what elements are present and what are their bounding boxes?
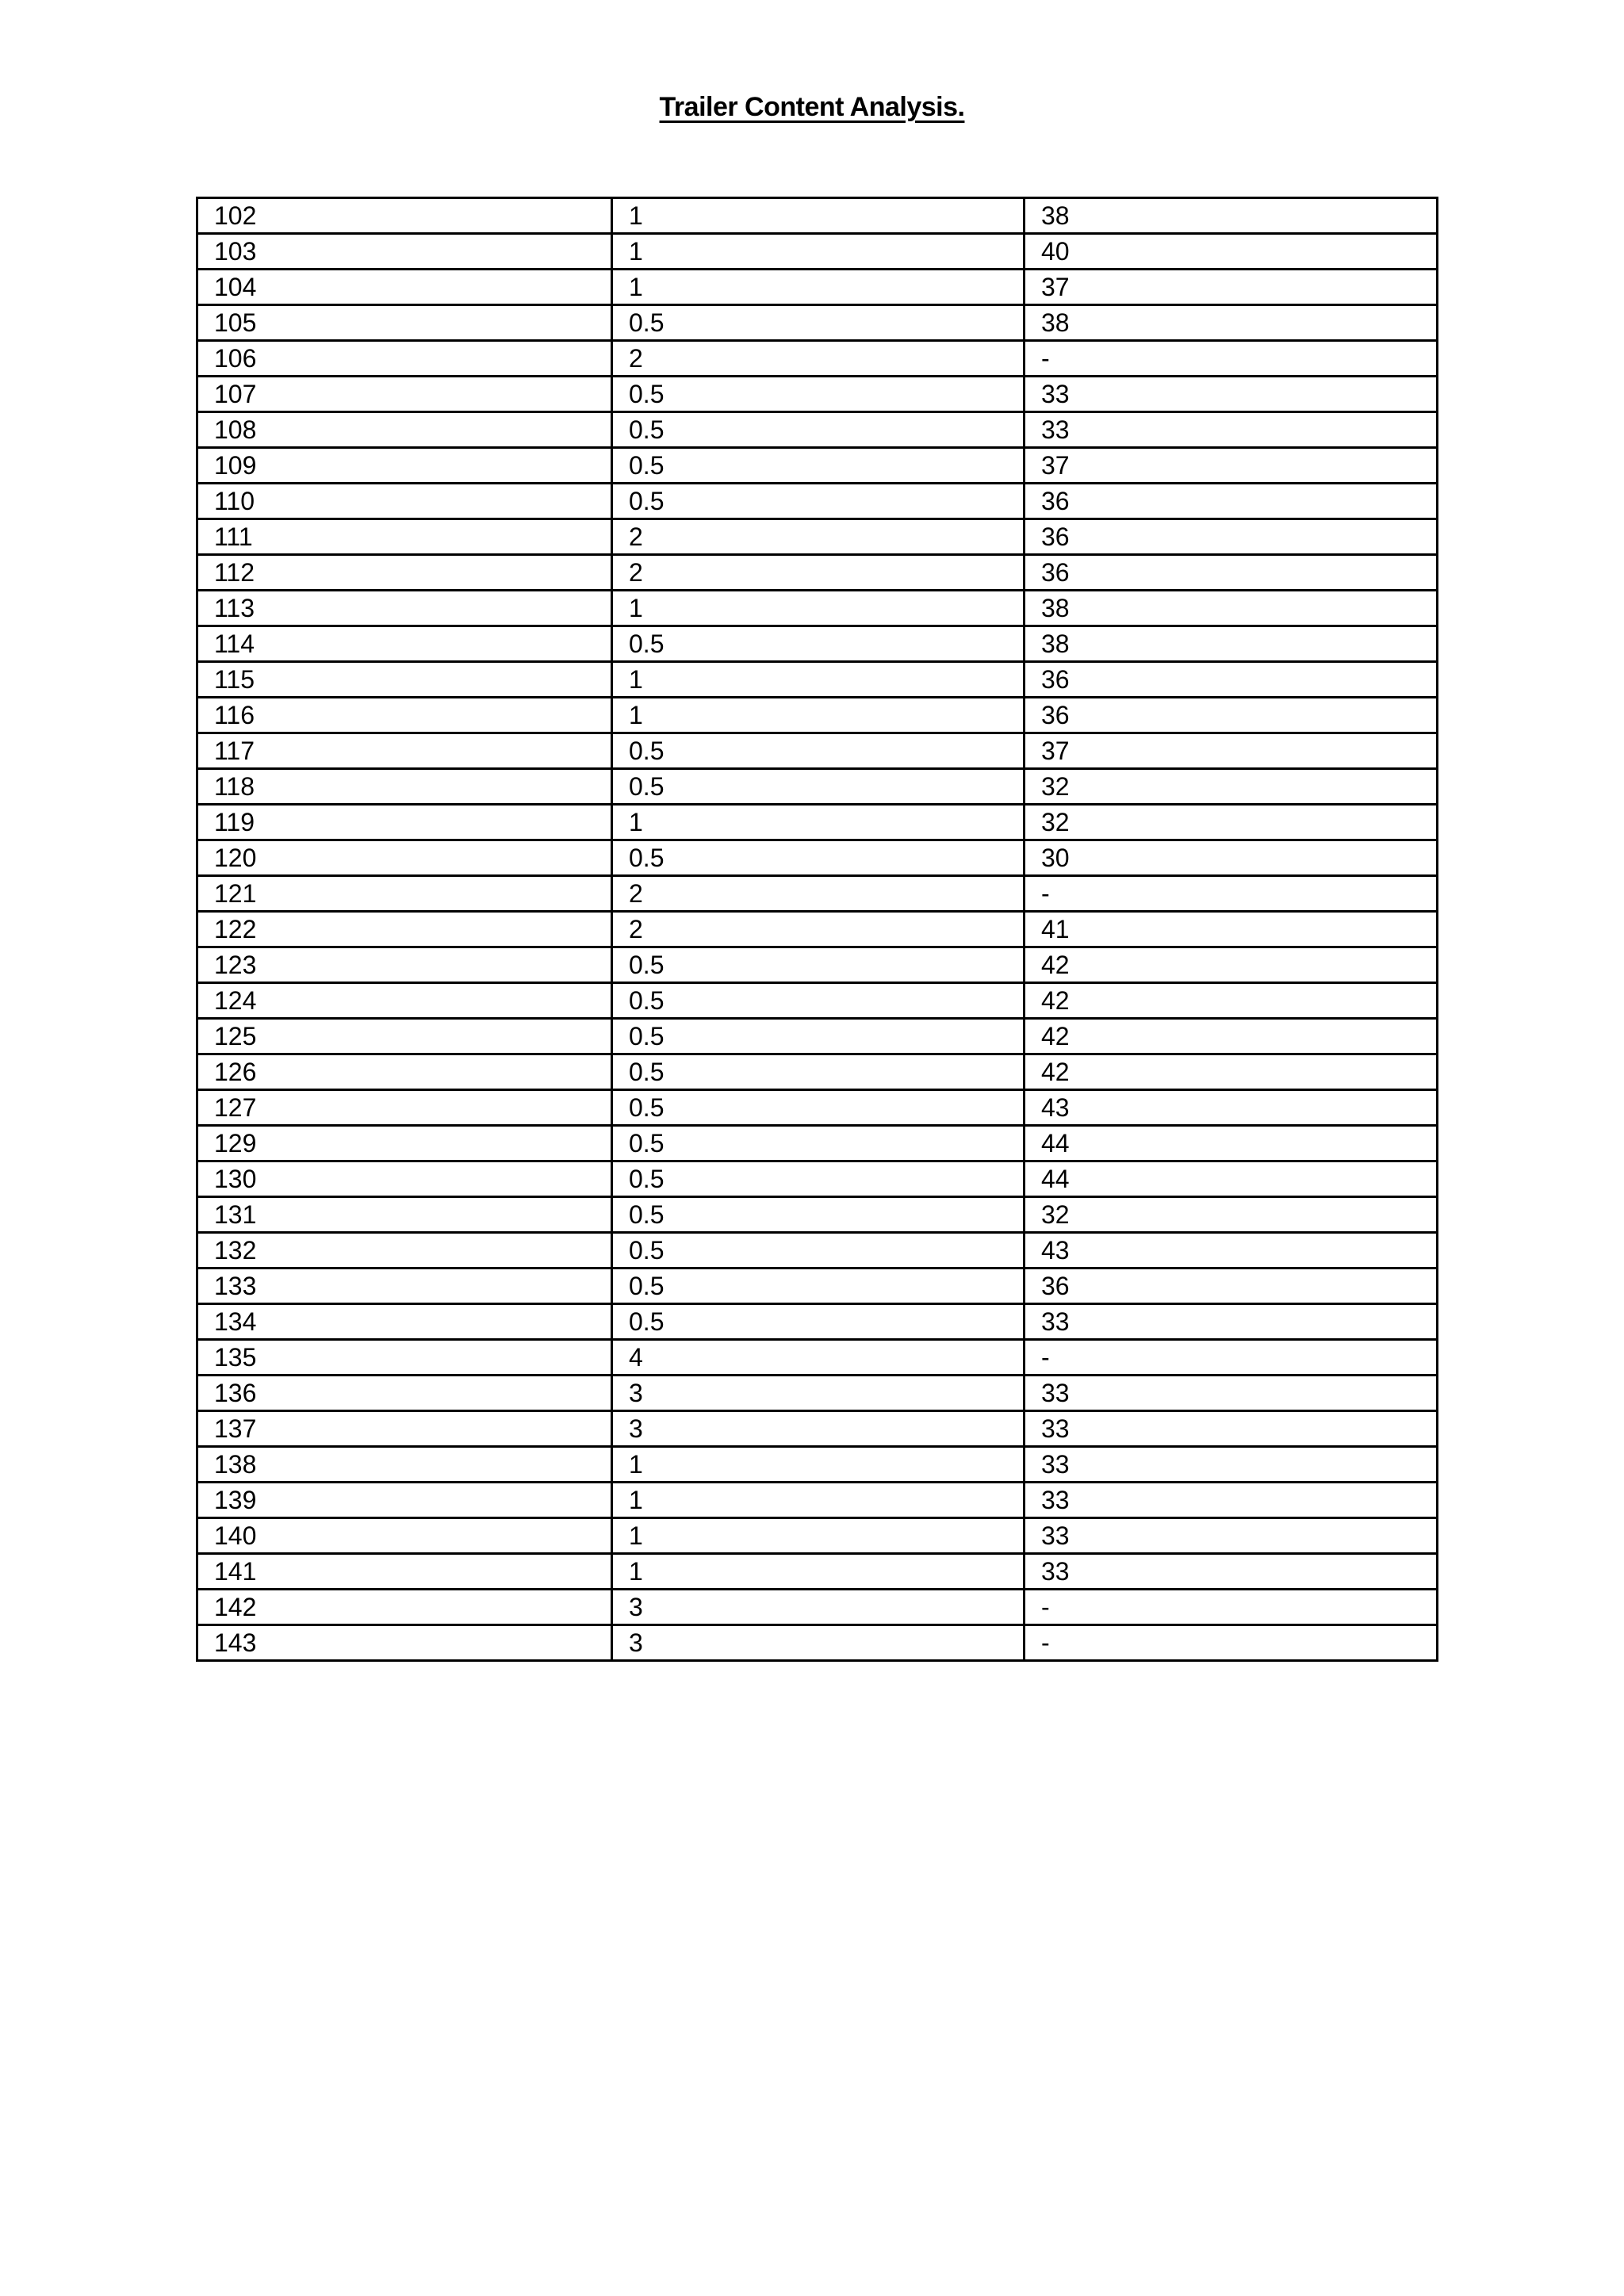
- table-cell: 0.5: [612, 1019, 1025, 1054]
- table-cell: 33: [1025, 1376, 1438, 1411]
- table-cell: 109: [197, 448, 612, 484]
- table-cell: -: [1025, 1340, 1438, 1376]
- table-row: [197, 983, 1438, 1019]
- table-cell: 38: [1025, 626, 1438, 662]
- table-cell: 143: [197, 1625, 612, 1661]
- table-row: [197, 733, 1438, 769]
- table-cell: 131: [197, 1197, 612, 1233]
- table-cell: 1: [612, 805, 1025, 840]
- table-cell: 0.5: [612, 412, 1025, 448]
- table-cell: 0.5: [612, 983, 1025, 1019]
- table-row: [197, 198, 1438, 234]
- table-row: [197, 1483, 1438, 1518]
- table-cell: 4: [612, 1340, 1025, 1376]
- table-cell: 3: [612, 1590, 1025, 1625]
- table-cell: 140: [197, 1518, 612, 1554]
- table-cell: 36: [1025, 519, 1438, 555]
- table-row: [197, 1019, 1438, 1054]
- table-cell: 3: [612, 1625, 1025, 1661]
- table-row: [197, 377, 1438, 412]
- table-row: [197, 1054, 1438, 1090]
- table-row: [197, 662, 1438, 698]
- table-cell: 113: [197, 591, 612, 626]
- table-cell: 105: [197, 305, 612, 341]
- table-row: [197, 912, 1438, 947]
- table-cell: 138: [197, 1447, 612, 1483]
- table-cell: 2: [612, 912, 1025, 947]
- table-row: [197, 448, 1438, 484]
- table-cell: 0.5: [612, 484, 1025, 519]
- page-title-text: Trailer Content Analysis.: [659, 92, 965, 122]
- table-cell: 108: [197, 412, 612, 448]
- table-cell: 106: [197, 341, 612, 377]
- table-cell: 0.5: [612, 1197, 1025, 1233]
- table-cell: 0.5: [612, 448, 1025, 484]
- table-cell: 40: [1025, 234, 1438, 270]
- table-row: [197, 341, 1438, 377]
- table-cell: 0.5: [612, 1269, 1025, 1304]
- table-cell: 132: [197, 1233, 612, 1269]
- table-cell: 0.5: [612, 769, 1025, 805]
- table-cell: 42: [1025, 1054, 1438, 1090]
- table-row: [197, 1376, 1438, 1411]
- table-row: [197, 1625, 1438, 1661]
- table-cell: 3: [612, 1376, 1025, 1411]
- table-row: [197, 1233, 1438, 1269]
- table-row: [197, 626, 1438, 662]
- table-cell: 32: [1025, 1197, 1438, 1233]
- table-cell: 122: [197, 912, 612, 947]
- table-row: [197, 876, 1438, 912]
- table-cell: 134: [197, 1304, 612, 1340]
- table-cell: -: [1025, 876, 1438, 912]
- table-cell: 1: [612, 1483, 1025, 1518]
- table-cell: 125: [197, 1019, 612, 1054]
- table-cell: 0.5: [612, 626, 1025, 662]
- table-cell: 0.5: [612, 840, 1025, 876]
- table-cell: 44: [1025, 1161, 1438, 1197]
- table-cell: 38: [1025, 305, 1438, 341]
- table-cell: 38: [1025, 198, 1438, 234]
- table-row: [197, 840, 1438, 876]
- table-row: [197, 412, 1438, 448]
- table-row: [197, 1518, 1438, 1554]
- table-row: [197, 234, 1438, 270]
- table-cell: 38: [1025, 591, 1438, 626]
- table-cell: 1: [612, 662, 1025, 698]
- table-cell: 126: [197, 1054, 612, 1090]
- table-cell: 43: [1025, 1233, 1438, 1269]
- table-cell: 115: [197, 662, 612, 698]
- table-body: [197, 198, 1438, 1661]
- table-cell: 139: [197, 1483, 612, 1518]
- table-row: [197, 591, 1438, 626]
- table-cell: 124: [197, 983, 612, 1019]
- table-row: [197, 305, 1438, 341]
- table-cell: 117: [197, 733, 612, 769]
- table-row: [197, 805, 1438, 840]
- table-row: [197, 1447, 1438, 1483]
- table-cell: 2: [612, 555, 1025, 591]
- table-cell: 1: [612, 1554, 1025, 1590]
- table-row: [197, 1126, 1438, 1161]
- table-cell: 104: [197, 270, 612, 305]
- page-title: [0, 92, 1624, 123]
- table-cell: 3: [612, 1411, 1025, 1447]
- table-row: [197, 769, 1438, 805]
- table-cell: 102: [197, 198, 612, 234]
- table-cell: 42: [1025, 1019, 1438, 1054]
- table-row: [197, 1090, 1438, 1126]
- table-cell: 1: [612, 1518, 1025, 1554]
- table-cell: 0.5: [612, 1090, 1025, 1126]
- table-cell: 0.5: [612, 1126, 1025, 1161]
- table-cell: 0.5: [612, 1233, 1025, 1269]
- table-row: [197, 1269, 1438, 1304]
- table-row: [197, 555, 1438, 591]
- table-cell: 123: [197, 947, 612, 983]
- table-cell: 33: [1025, 1304, 1438, 1340]
- table-cell: 37: [1025, 448, 1438, 484]
- table-cell: -: [1025, 341, 1438, 377]
- table-cell: 2: [612, 876, 1025, 912]
- table-cell: 0.5: [612, 377, 1025, 412]
- table-cell: 133: [197, 1269, 612, 1304]
- table-cell: 42: [1025, 983, 1438, 1019]
- table-cell: 36: [1025, 1269, 1438, 1304]
- table-cell: 43: [1025, 1090, 1438, 1126]
- table-row: [197, 1590, 1438, 1625]
- table-cell: 119: [197, 805, 612, 840]
- table-cell: 1: [612, 591, 1025, 626]
- table-cell: 141: [197, 1554, 612, 1590]
- table-cell: 111: [197, 519, 612, 555]
- table-cell: 41: [1025, 912, 1438, 947]
- table-cell: 142: [197, 1590, 612, 1625]
- table-row: [197, 270, 1438, 305]
- table-cell: 33: [1025, 1554, 1438, 1590]
- table-row: [197, 484, 1438, 519]
- table-cell: 114: [197, 626, 612, 662]
- table-cell: 112: [197, 555, 612, 591]
- table-cell: 116: [197, 698, 612, 733]
- table-cell: 127: [197, 1090, 612, 1126]
- table-cell: 33: [1025, 1447, 1438, 1483]
- table-cell: 137: [197, 1411, 612, 1447]
- table-cell: 33: [1025, 1518, 1438, 1554]
- table-cell: 120: [197, 840, 612, 876]
- table-cell: 36: [1025, 484, 1438, 519]
- table-cell: 1: [612, 270, 1025, 305]
- table-cell: 36: [1025, 555, 1438, 591]
- table-row: [197, 1197, 1438, 1233]
- table-cell: 129: [197, 1126, 612, 1161]
- table-cell: 0.5: [612, 947, 1025, 983]
- table-cell: 42: [1025, 947, 1438, 983]
- table-cell: -: [1025, 1590, 1438, 1625]
- table-cell: 110: [197, 484, 612, 519]
- table-cell: 1: [612, 1447, 1025, 1483]
- table-cell: 1: [612, 698, 1025, 733]
- table-cell: 118: [197, 769, 612, 805]
- table-cell: 2: [612, 341, 1025, 377]
- table-cell: 136: [197, 1376, 612, 1411]
- table-row: [197, 1304, 1438, 1340]
- table-cell: 0.5: [612, 1161, 1025, 1197]
- table-cell: 0.5: [612, 1304, 1025, 1340]
- table-row: [197, 1411, 1438, 1447]
- table-cell: 0.5: [612, 305, 1025, 341]
- table-cell: -: [1025, 1625, 1438, 1661]
- table-row: [197, 698, 1438, 733]
- table-cell: 1: [612, 234, 1025, 270]
- table-cell: 107: [197, 377, 612, 412]
- table-cell: 135: [197, 1340, 612, 1376]
- table-cell: 33: [1025, 412, 1438, 448]
- table-cell: 0.5: [612, 733, 1025, 769]
- table-cell: 0.5: [612, 1054, 1025, 1090]
- table-cell: 121: [197, 876, 612, 912]
- table-row: [197, 1554, 1438, 1590]
- table-cell: 30: [1025, 840, 1438, 876]
- table-cell: 36: [1025, 662, 1438, 698]
- table-row: [197, 1340, 1438, 1376]
- table-cell: 32: [1025, 805, 1438, 840]
- trailer-content-table: [196, 197, 1438, 1662]
- table-cell: 130: [197, 1161, 612, 1197]
- table-row: [197, 947, 1438, 983]
- table-row: [197, 519, 1438, 555]
- table-cell: 2: [612, 519, 1025, 555]
- table-cell: 36: [1025, 698, 1438, 733]
- table-cell: 33: [1025, 1483, 1438, 1518]
- table-cell: 44: [1025, 1126, 1438, 1161]
- table-cell: 1: [612, 198, 1025, 234]
- table-cell: 32: [1025, 769, 1438, 805]
- table-row: [197, 1161, 1438, 1197]
- table-cell: 37: [1025, 270, 1438, 305]
- table-cell: 33: [1025, 377, 1438, 412]
- table-cell: 33: [1025, 1411, 1438, 1447]
- table-cell: 37: [1025, 733, 1438, 769]
- table-cell: 103: [197, 234, 612, 270]
